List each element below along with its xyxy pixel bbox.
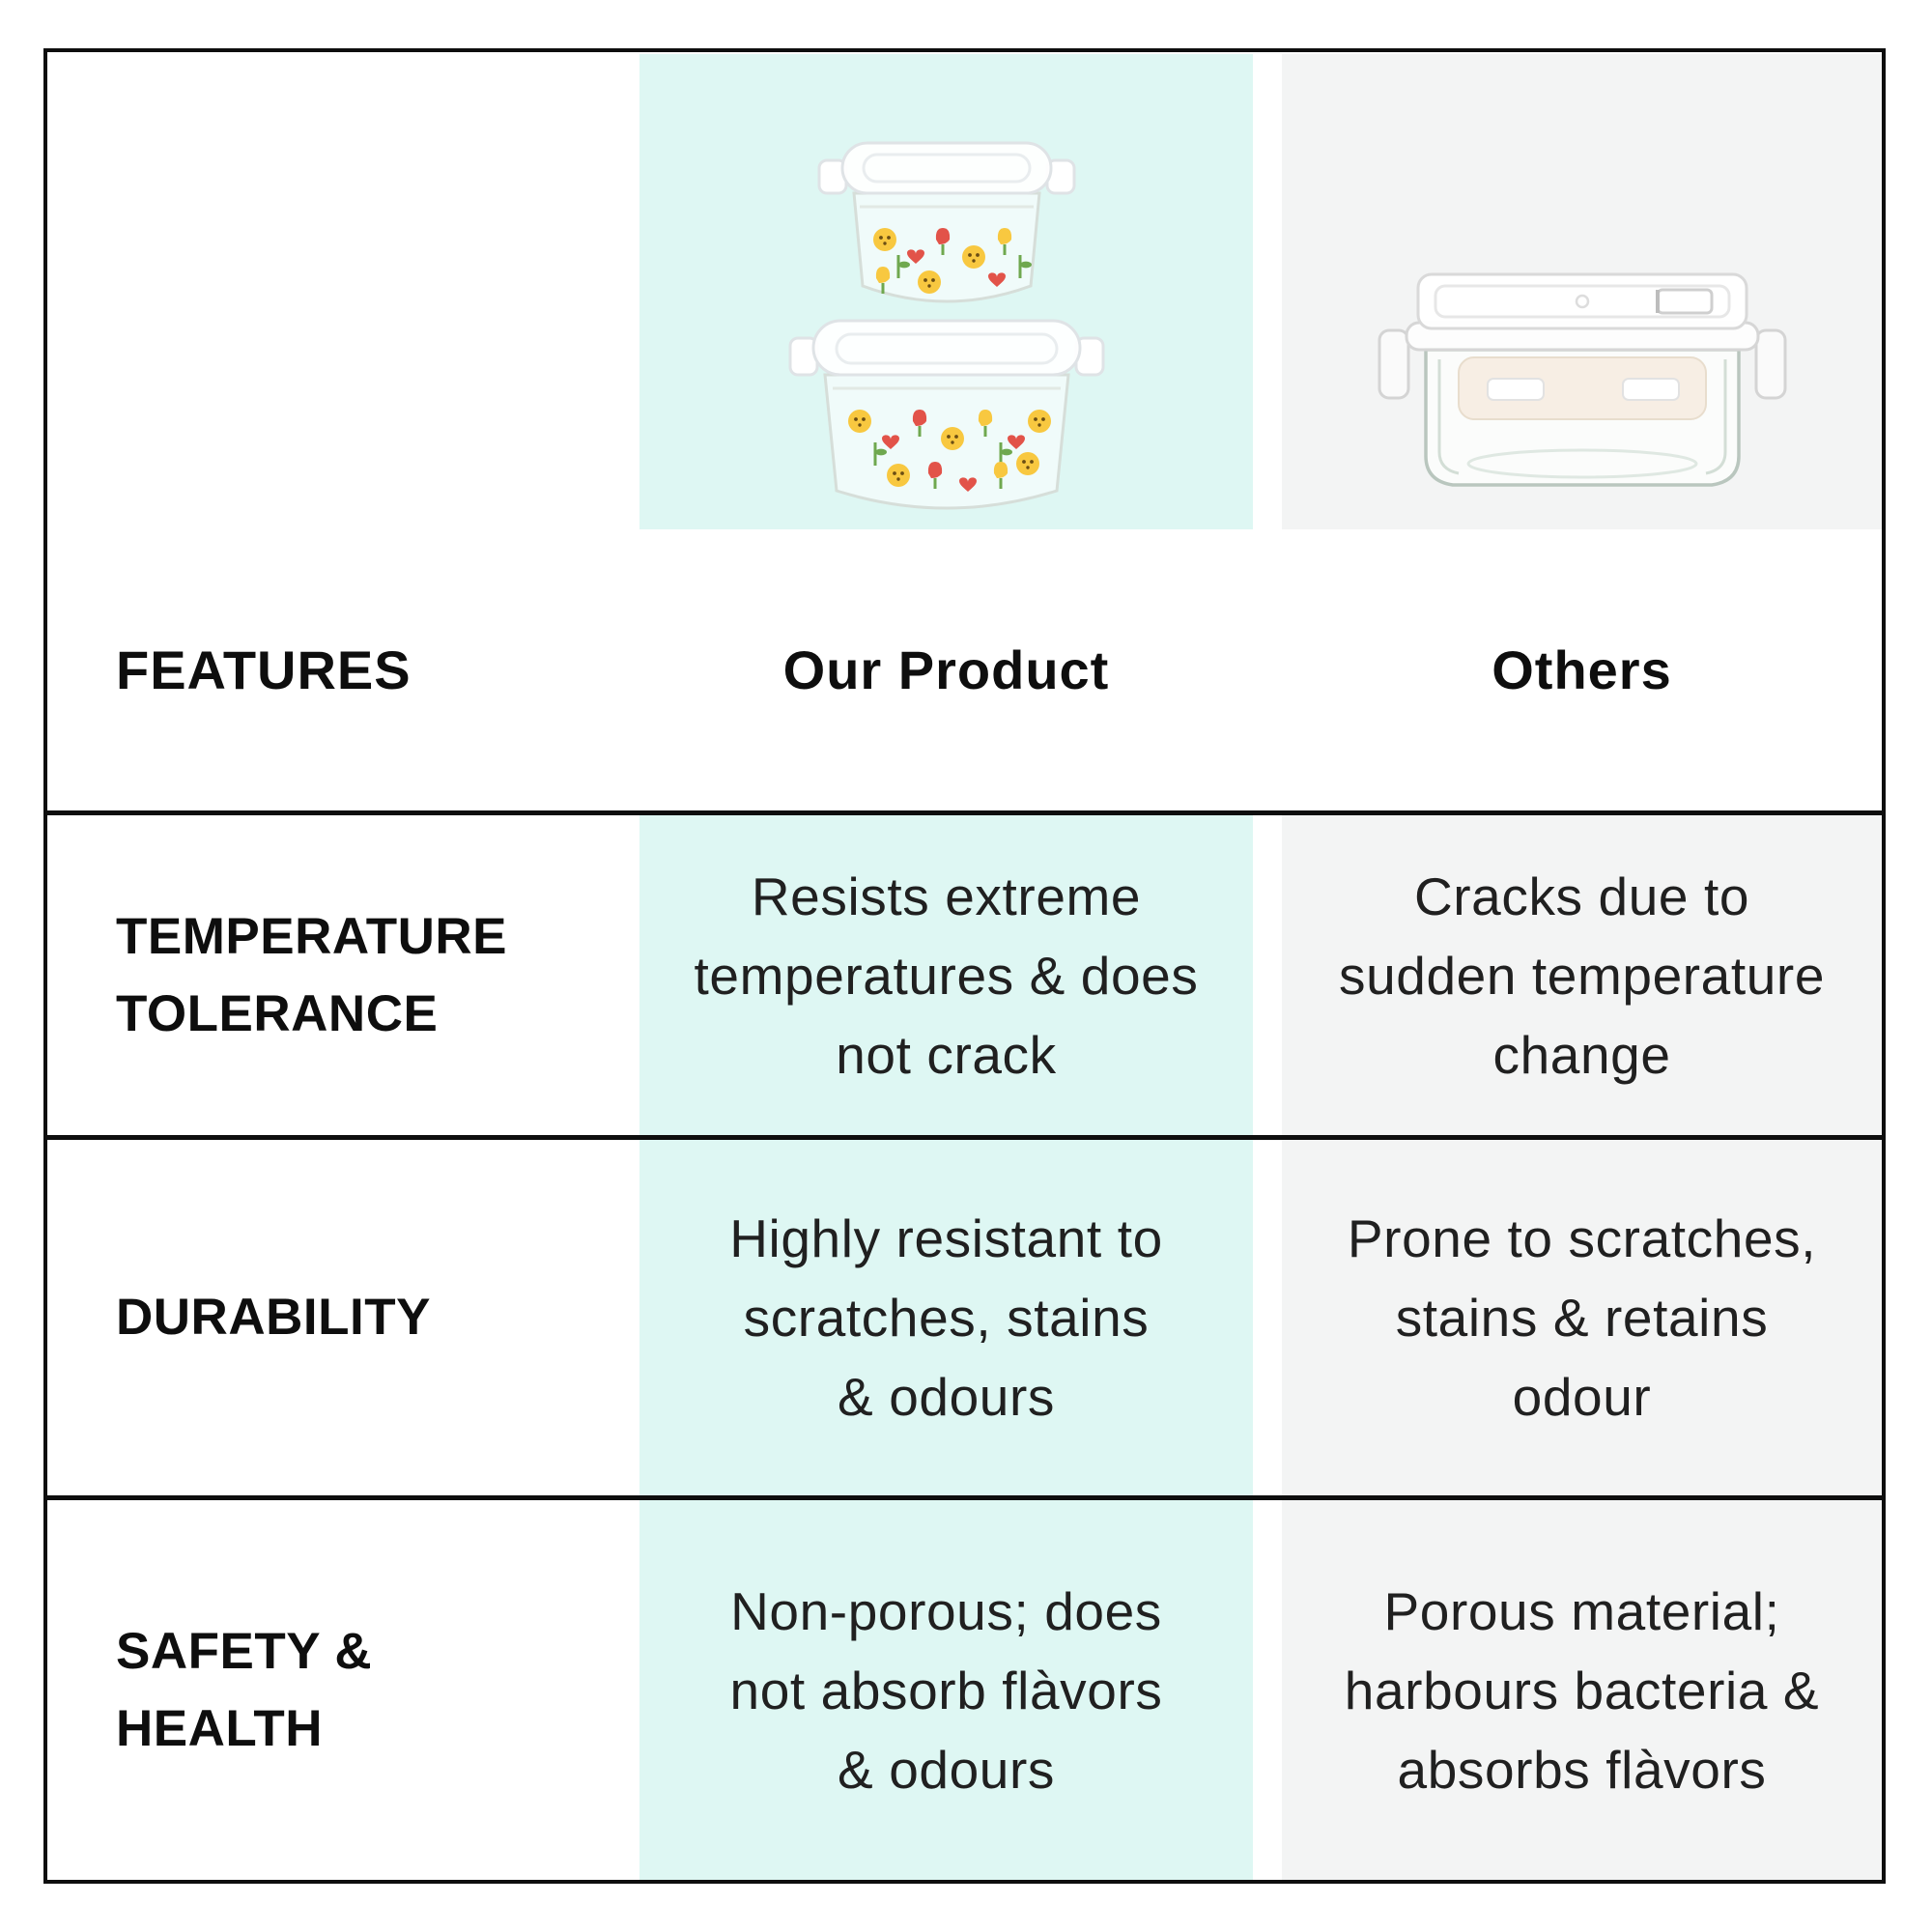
cell-line: Non-porous; does	[730, 1580, 1162, 1641]
cell-line: not crack	[836, 1024, 1057, 1085]
cell-line: Resists extreme	[751, 866, 1142, 926]
cell-line: sudden temperature	[1338, 945, 1826, 1006]
header-our-product	[639, 529, 1253, 810]
cell-line: Porous material;	[1383, 1580, 1780, 1641]
our-product-image-panel	[639, 54, 1253, 529]
our-product-image	[782, 131, 1111, 527]
feature-line: TOLERANCE	[116, 984, 439, 1042]
others-cell-safety	[1282, 1500, 1882, 1880]
others-cell-durability	[1282, 1140, 1882, 1495]
our-product-header-label: Our Product	[782, 639, 1110, 700]
feature-line: TEMPERATURE	[116, 907, 507, 965]
cell-line: scratches, stains	[743, 1288, 1150, 1348]
feature-line: DURABILITY	[116, 1289, 431, 1346]
others-cell-temperature	[1282, 815, 1882, 1135]
header-others	[1282, 529, 1882, 810]
cell-line: & odours	[838, 1739, 1055, 1800]
others-header-label: Others	[1492, 639, 1672, 700]
comparison-table	[43, 48, 1886, 1884]
cell-line: change	[1492, 1024, 1671, 1085]
cell-line: not absorb flàvors	[729, 1660, 1163, 1720]
cell-line: harbours bacteria &	[1344, 1660, 1820, 1720]
others-product-image-panel	[1282, 54, 1882, 529]
cell-line: Cracks due to	[1413, 866, 1750, 926]
features-header-label: FEATURES	[116, 639, 412, 700]
header-features	[47, 529, 639, 810]
cell-line: odour	[1512, 1367, 1652, 1427]
cell-line: absorbs flàvors	[1397, 1739, 1767, 1800]
cell-line: Highly resistant to	[729, 1208, 1163, 1268]
cell-line: & odours	[838, 1367, 1055, 1427]
feature-label-durability	[47, 1140, 639, 1495]
cell-line: temperatures & does	[694, 945, 1199, 1006]
cell-line: stains & retains	[1395, 1288, 1769, 1348]
our-cell-safety	[639, 1500, 1253, 1880]
our-cell-durability	[639, 1140, 1253, 1495]
feature-label-safety-health	[47, 1500, 639, 1880]
others-product-image	[1350, 267, 1814, 508]
cell-line: Prone to scratches,	[1347, 1208, 1817, 1268]
feature-line: SAFETY &	[116, 1622, 373, 1680]
our-cell-temperature	[639, 815, 1253, 1135]
feature-line: HEALTH	[116, 1699, 323, 1757]
feature-label-temperature-tolerance	[47, 815, 639, 1135]
